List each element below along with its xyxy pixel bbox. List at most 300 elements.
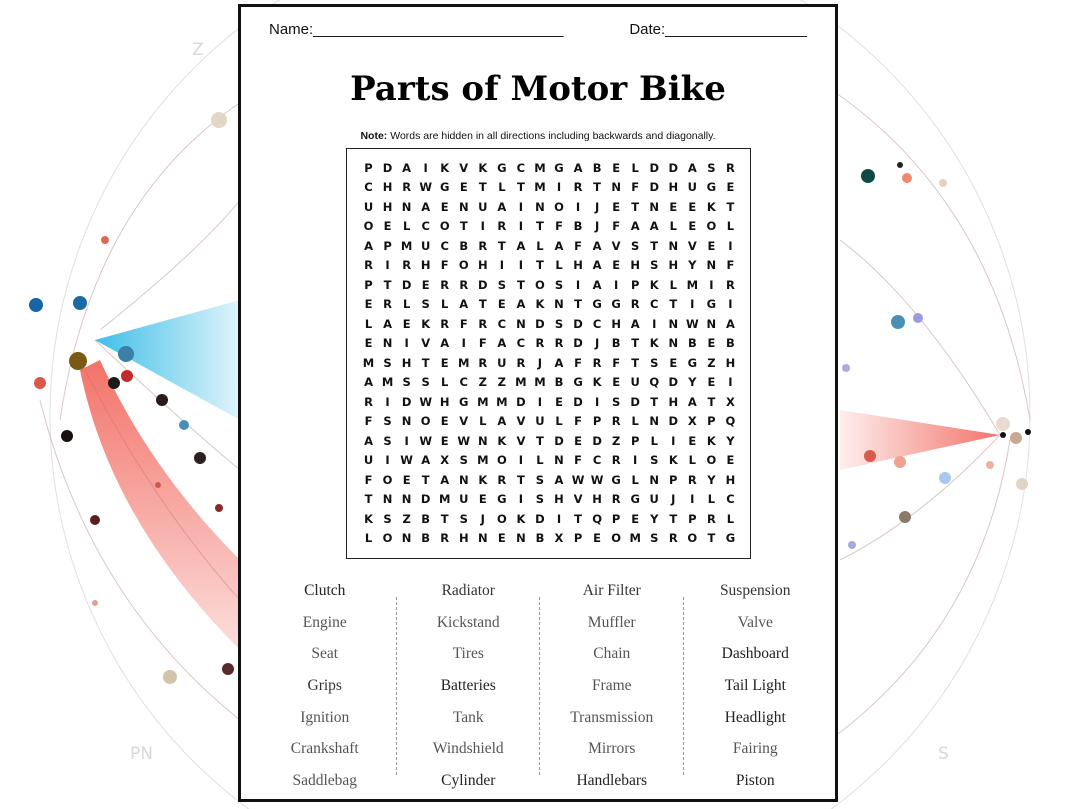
grid-letter: O — [382, 531, 393, 546]
grid-letter: D — [382, 160, 393, 175]
grid-letter: M — [534, 180, 546, 195]
grid-letter: S — [611, 394, 621, 409]
grid-row — [359, 509, 740, 529]
grid-letter: A — [497, 199, 507, 214]
grid-letter: H — [401, 355, 412, 370]
grid-letter: T — [669, 511, 678, 526]
word-column — [540, 575, 684, 790]
word-item: Grips — [307, 677, 342, 695]
grid-letter: D — [668, 160, 679, 175]
grid-letter: D — [573, 316, 583, 331]
grid-letter: K — [497, 433, 507, 448]
grid-letter: T — [631, 336, 640, 351]
grid-letter: P — [592, 414, 602, 429]
grid-letter: E — [497, 297, 506, 312]
grid-letter: F — [555, 219, 563, 234]
grid-letter: V — [687, 238, 697, 253]
grid-letter: B — [554, 375, 564, 390]
grid-letter: E — [688, 199, 697, 214]
note-label: Note: — [360, 130, 388, 142]
grid-row — [359, 158, 740, 178]
grid-letter: Z — [478, 375, 487, 390]
grid-row — [359, 470, 740, 490]
word-item: Mirrors — [588, 740, 636, 758]
grid-letter: E — [574, 433, 582, 448]
grid-letter: Y — [650, 511, 659, 526]
grid-letter: S — [650, 355, 659, 370]
grid-letter: Q — [649, 375, 660, 390]
grid-letter: E — [402, 316, 411, 331]
grid-letter: D — [573, 336, 583, 351]
word-item: Crankshaft — [290, 740, 359, 758]
grid-letter: D — [478, 277, 488, 292]
grid-letter: O — [611, 531, 622, 546]
grid-letter: R — [402, 258, 412, 273]
grid-letter: H — [630, 258, 640, 273]
grid-letter: L — [402, 297, 411, 312]
grid-letter: A — [364, 433, 373, 448]
grid-letter: T — [631, 355, 640, 370]
grid-letter: P — [364, 277, 373, 292]
word-item: Air Filter — [582, 582, 641, 599]
grid-letter: R — [478, 355, 488, 370]
grid-letter: Z — [707, 355, 716, 370]
grid-letter: H — [420, 258, 431, 273]
grid-letter: R — [478, 316, 488, 331]
grid-letter: J — [671, 492, 676, 507]
grid-letter: L — [707, 492, 716, 507]
grid-letter: A — [421, 199, 431, 214]
grid-letter: P — [688, 511, 697, 526]
grid-letter: X — [440, 453, 450, 468]
grid-letter: A — [554, 238, 564, 253]
grid-letter: D — [592, 433, 602, 448]
grid-letter: R — [611, 453, 621, 468]
grid-letter: I — [518, 199, 524, 214]
grid-letter: R — [573, 180, 583, 195]
grid-letter: S — [497, 277, 506, 292]
grid-letter: I — [575, 199, 581, 214]
grid-letter: G — [611, 297, 621, 312]
grid-letter: S — [421, 297, 430, 312]
grid-letter: T — [478, 180, 487, 195]
grid-letter: B — [421, 531, 431, 546]
grid-letter: N — [401, 492, 412, 507]
word-item: Ignition — [300, 708, 350, 726]
grid-letter: O — [706, 453, 717, 468]
grid-letter: Z — [402, 511, 411, 526]
grid-letter: N — [706, 258, 717, 273]
grid-letter: E — [612, 199, 621, 214]
grid-letter: L — [441, 297, 449, 312]
instructions-note — [241, 130, 835, 142]
grid-letter: D — [554, 433, 564, 448]
grid-letter: V — [516, 414, 526, 429]
grid-letter: M — [686, 277, 699, 292]
grid-letter: L — [364, 316, 373, 331]
grid-letter: S — [459, 453, 468, 468]
grid-letter: N — [477, 433, 488, 448]
grid-letter: C — [650, 297, 659, 312]
grid-row — [359, 353, 740, 373]
grid-letter: E — [688, 219, 697, 234]
grid-letter: K — [649, 277, 659, 292]
grid-letter: T — [421, 472, 430, 487]
grid-letter: B — [421, 511, 431, 526]
grid-letter: K — [706, 433, 716, 448]
grid-letter: C — [592, 453, 602, 468]
grid-letter: J — [594, 199, 600, 214]
grid-letter: B — [592, 160, 602, 175]
grid-letter: U — [649, 492, 659, 507]
grid-letter: E — [631, 511, 640, 526]
grid-letter: A — [592, 277, 602, 292]
grid-letter: G — [687, 355, 698, 370]
grid-letter: H — [668, 394, 679, 409]
grid-letter: X — [687, 414, 697, 429]
word-item: Transmission — [570, 708, 654, 726]
grid-letter: P — [383, 238, 392, 253]
grid-row — [359, 178, 740, 198]
grid-letter: V — [573, 492, 583, 507]
grid-letter: T — [536, 219, 544, 234]
grid-letter: E — [669, 355, 678, 370]
word-item: Valve — [737, 613, 773, 631]
grid-letter: S — [383, 355, 392, 370]
grid-letter: A — [516, 238, 526, 253]
grid-letter: T — [650, 238, 659, 253]
grid-letter: W — [419, 433, 432, 448]
grid-letter: S — [383, 511, 392, 526]
grid-letter: A — [592, 258, 602, 273]
grid-letter: E — [383, 219, 392, 234]
grid-row — [359, 295, 740, 315]
grid-row — [359, 431, 740, 451]
word-item: Engine — [302, 613, 347, 631]
word-item: Seat — [311, 645, 339, 663]
grid-letter: T — [383, 277, 392, 292]
grid-letter: M — [362, 355, 375, 370]
grid-letter: T — [650, 394, 659, 409]
grid-letter: C — [592, 316, 602, 331]
grid-letter: I — [556, 511, 562, 526]
grid-letter: U — [363, 199, 374, 214]
grid-letter: K — [364, 511, 373, 526]
grid-letter: A — [440, 336, 450, 351]
grid-letter: X — [725, 394, 735, 409]
grid-letter: V — [459, 414, 469, 429]
grid-letter: R — [516, 355, 526, 370]
grid-letter: R — [611, 414, 621, 429]
grid-letter: I — [480, 219, 485, 234]
word-item: Tank — [452, 708, 484, 726]
grid-letter: A — [649, 219, 659, 234]
grid-letter: E — [497, 531, 506, 546]
word-item: Radiator — [441, 582, 495, 599]
grid-letter: S — [402, 375, 411, 390]
grid-letter: N — [706, 316, 717, 331]
word-item: Headlight — [724, 708, 786, 726]
grid-letter: R — [592, 355, 602, 370]
grid-letter: F — [364, 414, 373, 429]
grid-row — [359, 412, 740, 432]
grid-letter: R — [383, 297, 392, 312]
grid-letter: M — [477, 453, 489, 468]
grid-letter: C — [421, 219, 430, 234]
grid-letter: M — [477, 394, 489, 409]
grid-letter: I — [423, 160, 428, 175]
grid-letter: W — [590, 472, 604, 487]
grid-letter: T — [516, 277, 525, 292]
word-search-grid — [346, 148, 751, 559]
grid-letter: T — [364, 492, 373, 507]
word-item: Clutch — [304, 582, 346, 599]
grid-letter: J — [594, 219, 600, 234]
grid-letter: G — [706, 297, 717, 312]
grid-letter: A — [497, 336, 507, 351]
grid-letter: K — [421, 316, 431, 331]
grid-letter: R — [706, 511, 716, 526]
grid-letter: M — [458, 355, 470, 370]
grid-letter: C — [459, 375, 468, 390]
grid-letter: I — [728, 238, 733, 253]
date-field-label: Date:_________________ — [629, 21, 807, 38]
grid-letter: F — [459, 316, 468, 331]
word-item: Cylinder — [441, 772, 496, 790]
grid-letter: E — [459, 180, 468, 195]
grid-letter: I — [652, 316, 657, 331]
grid-letter: F — [364, 472, 373, 487]
grid-letter: F — [726, 258, 735, 273]
grid-letter: P — [364, 160, 373, 175]
grid-letter: P — [573, 531, 583, 546]
grid-letter: M — [381, 375, 394, 390]
grid-letter: L — [555, 414, 563, 429]
grid-letter: T — [459, 219, 468, 234]
grid-letter: F — [574, 453, 582, 468]
grid-letter: R — [364, 394, 373, 409]
grid-letter: A — [497, 414, 507, 429]
grid-letter: G — [725, 531, 736, 546]
grid-letter: R — [611, 492, 621, 507]
grid-letter: I — [518, 492, 524, 507]
grid-letter: D — [649, 180, 659, 195]
grid-letter: E — [707, 238, 716, 253]
grid-letter: L — [479, 414, 487, 429]
grid-letter: I — [385, 453, 390, 468]
grid-letter: J — [480, 511, 485, 526]
grid-letter: E — [612, 375, 621, 390]
word-item: Tires — [452, 645, 484, 663]
name-field-label: Name:______________________________ — [269, 21, 564, 38]
grid-letter: N — [649, 414, 660, 429]
grid-letter: H — [668, 180, 679, 195]
grid-letter: L — [631, 414, 639, 429]
grid-letter: U — [459, 492, 469, 507]
grid-letter: U — [478, 199, 488, 214]
grid-letter: O — [554, 199, 564, 214]
grid-letter: S — [383, 433, 392, 448]
grid-letter: O — [535, 277, 545, 292]
word-item: Piston — [735, 772, 775, 790]
grid-letter: T — [497, 238, 506, 253]
grid-letter: V — [611, 238, 621, 253]
grid-letter: N — [382, 492, 393, 507]
grid-letter: L — [726, 511, 735, 526]
grid-letter: T — [536, 433, 544, 448]
grid-letter: G — [439, 180, 450, 195]
grid-letter: J — [537, 355, 543, 370]
grid-letter: L — [650, 433, 658, 448]
grid-letter: F — [478, 336, 487, 351]
grid-letter: N — [554, 297, 564, 312]
grid-letter: O — [458, 258, 469, 273]
grid-letter: I — [633, 453, 638, 468]
grid-letter: F — [612, 355, 621, 370]
grid-letter: O — [363, 219, 374, 234]
grid-letter: I — [594, 394, 600, 409]
grid-letter: A — [421, 453, 431, 468]
grid-letter: K — [592, 375, 602, 390]
grid-letter: H — [382, 199, 393, 214]
grid-letter: E — [440, 355, 449, 370]
grid-letter: I — [671, 433, 676, 448]
grid-row — [359, 373, 740, 393]
grid-letter: N — [611, 180, 621, 195]
grid-letter: D — [420, 492, 431, 507]
grid-row — [359, 256, 740, 276]
grid-letter: F — [612, 219, 621, 234]
grid-letter: W — [419, 394, 432, 409]
grid-row — [359, 490, 740, 510]
grid-letter: E — [707, 336, 716, 351]
grid-letter: M — [515, 375, 527, 390]
grid-letter: E — [726, 180, 735, 195]
grid-letter: S — [535, 472, 545, 487]
grid-letter: A — [440, 472, 450, 487]
grid-letter: A — [687, 160, 697, 175]
grid-letter: E — [555, 394, 563, 409]
grid-letter: S — [459, 511, 468, 526]
grid-letter: A — [554, 472, 564, 487]
grid-letter: U — [630, 375, 640, 390]
grid-letter: R — [402, 180, 412, 195]
grid-letter: A — [459, 297, 469, 312]
grid-letter: E — [612, 258, 621, 273]
grid-letter: S — [631, 238, 640, 253]
grid-letter: I — [385, 258, 390, 273]
grid-letter: K — [478, 472, 488, 487]
grid-letter: I — [690, 297, 695, 312]
grid-letter: F — [631, 180, 640, 195]
grid-letter: R — [440, 316, 450, 331]
grid-letter: L — [364, 531, 373, 546]
grid-letter: I — [461, 336, 466, 351]
grid-letter: U — [497, 355, 507, 370]
grid-letter: D — [573, 394, 583, 409]
grid-letter: C — [364, 180, 373, 195]
grid-letter: H — [611, 316, 621, 331]
grid-letter: N — [401, 414, 412, 429]
grid-letter: L — [536, 453, 544, 468]
grid-letter: C — [516, 160, 526, 175]
grid-letter: H — [573, 258, 583, 273]
grid-letter: T — [631, 199, 640, 214]
word-item: Windshield — [432, 740, 504, 758]
word-column — [684, 575, 828, 790]
grid-letter: F — [574, 238, 582, 253]
grid-letter: S — [650, 453, 659, 468]
grid-letter: C — [440, 238, 449, 253]
grid-letter: O — [687, 531, 698, 546]
grid-letter: G — [706, 180, 717, 195]
word-item: Tail Light — [724, 677, 786, 695]
grid-letter: H — [439, 394, 450, 409]
grid-letter: O — [496, 511, 507, 526]
grid-letter: Y — [726, 433, 735, 448]
grid-letter: T — [726, 199, 735, 214]
grid-letter: T — [669, 297, 678, 312]
grid-letter: N — [458, 472, 469, 487]
grid-letter: T — [574, 297, 582, 312]
grid-letter: N — [554, 453, 564, 468]
grid-letter: L — [631, 472, 639, 487]
grid-letter: V — [459, 160, 469, 175]
grid-letter: A — [402, 160, 412, 175]
grid-letter: E — [669, 199, 678, 214]
grid-letter: E — [478, 492, 487, 507]
grid-letter: H — [458, 531, 469, 546]
grid-letter: L — [498, 180, 506, 195]
grid-letter: I — [728, 297, 733, 312]
grid-letter: H — [725, 472, 736, 487]
grid-letter: I — [537, 394, 543, 409]
grid-letter: H — [382, 180, 393, 195]
grid-letter: P — [707, 414, 716, 429]
grid-letter: A — [516, 297, 526, 312]
grid-letter: F — [574, 414, 582, 429]
grid-letter: N — [649, 199, 660, 214]
grid-letter: X — [554, 531, 564, 546]
word-item: Muffler — [587, 613, 636, 631]
grid-letter: I — [613, 277, 619, 292]
word-item: Chain — [593, 645, 631, 663]
grid-letter: N — [458, 199, 469, 214]
grid-letter: U — [687, 180, 697, 195]
grid-letter: E — [440, 199, 449, 214]
word-item: Frame — [591, 677, 632, 695]
grid-letter: O — [420, 414, 431, 429]
grid-letter: K — [516, 511, 526, 526]
grid-letter: P — [630, 277, 640, 292]
grid-letter: Z — [611, 433, 621, 448]
grid-letter: Q — [725, 414, 736, 429]
grid-letter: I — [690, 492, 695, 507]
background-letter: S — [938, 744, 949, 764]
grid-letter: R — [535, 336, 545, 351]
grid-letter: Y — [707, 472, 716, 487]
word-column — [397, 575, 541, 790]
background-letter: Z — [192, 40, 204, 60]
grid-letter: H — [668, 258, 679, 273]
grid-letter: V — [516, 433, 526, 448]
grid-letter: N — [649, 472, 660, 487]
grid-letter: R — [440, 531, 450, 546]
grid-letter: T — [478, 297, 487, 312]
word-item: Kickstand — [436, 613, 500, 631]
grid-letter: H — [592, 492, 602, 507]
grid-letter: K — [440, 160, 450, 175]
